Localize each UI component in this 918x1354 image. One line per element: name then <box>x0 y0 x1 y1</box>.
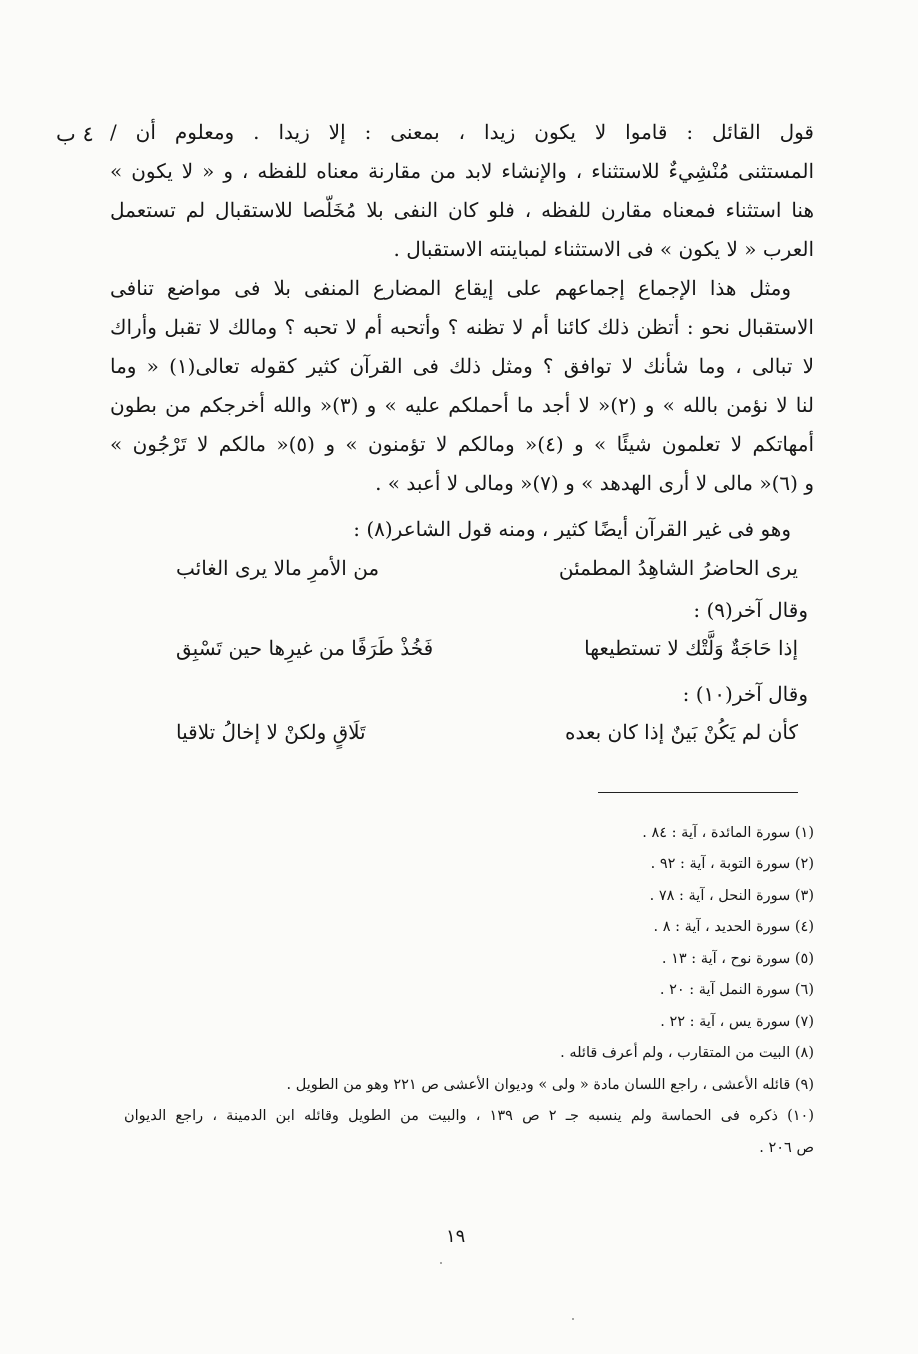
text-line: أمهاتكم لا تعلمون شيئًا » و (٤)« ومالكم لا تؤمنون » و (٥)« مالكم لا تَرْجُون » <box>110 432 814 456</box>
text-line: الاستقبال نحو : أتظن ذلك كائنا أم لا تظنه ؟ وأتحبه أم لا تحبه ؟ ومالك لا تقبل وأراك <box>110 315 814 339</box>
page-number: ١٩ <box>446 1226 466 1247</box>
scan-speck <box>572 1318 574 1320</box>
text-line: قول القائل : قاموا لا يكون زيدا ، بمعنى : إلا زيدا . ومعلوم أن / <box>110 120 814 144</box>
text-line: وهو فى غير القرآن أيضًا كثير ، ومنه قول الشاعر(٨) : <box>353 517 791 541</box>
verse-intro: وقال آخر(١٠) : <box>682 682 808 706</box>
verse-first-hemistich: يرى الحاضرُ الشاهِدُ المطمئن <box>558 556 798 580</box>
footnote: (٣) سورة النحل ، آية : ٧٨ . <box>649 888 814 904</box>
footnote: (١٠) ذكره فى الحماسة ولم ينسبه جـ ٢ ص ١٣٩ ، والبيت من الطويل وقائله ابن الدمينة ، راجع الديوان <box>124 1108 814 1124</box>
verse-second-hemistich: تَلَاقٍ ولكنْ لا إخالُ تلاقيا <box>176 720 366 744</box>
footnote: (٢) سورة التوبة ، آية : ٩٢ . <box>650 856 814 872</box>
footnote: (٩) قائله الأعشى ، راجع اللسان مادة « ولى » وديوان الأعشى ص ٢٢١ وهو من الطويل . <box>286 1077 814 1093</box>
footnote: (٦) سورة النمل آية : ٢٠ . <box>659 982 814 998</box>
footnote: (٤) سورة الحديد ، آية : ٨ . <box>653 919 814 935</box>
footnote: (١) سورة المائدة ، آية : ٨٤ . <box>642 825 814 841</box>
footnote-continuation: ص ٢٠٦ . <box>759 1140 814 1156</box>
scan-speck <box>440 1262 442 1264</box>
text-line: لنا لا نؤمن بالله » و (٢)« لا أجد ما أحملكم عليه » و (٣)« والله أخرجكم من بطون <box>110 393 815 417</box>
verse-first-hemistich: إذا حَاجَةٌ وَلَّتْك لا تستطيعها <box>584 636 798 660</box>
text-line: المستثنى مُنْشِيءٌ للاستثناء ، والإنشاء لابد من مقارنة معناه للفظه ، و « لا يكون » <box>110 159 814 183</box>
footnote-divider <box>598 792 798 793</box>
verse-first-hemistich: كأن لم يَكُنْ بَينٌ إذا كان بعده <box>564 720 798 744</box>
text-line: لا تبالى ، وما شأنك لا توافق ؟ ومثل ذلك فى القرآن كثير كقوله تعالى(١) « وما <box>110 354 815 378</box>
verse-intro: وقال آخر(٩) : <box>693 598 808 622</box>
margin-folio-note: ٤ ب <box>56 122 94 146</box>
text-line: العرب « لا يكون » فى الاستثناء لمباينته الاستقبال . <box>393 237 814 261</box>
footnote: (٥) سورة نوح ، آية : ١٣ . <box>661 951 814 967</box>
text-line: هنا استثناء فمعناه مقارن للفظه ، فلو كان النفى بلا مُخَلّصا للاستقبال لم تستعمل <box>110 198 815 222</box>
text-line: ومثل هذا الإجماع إجماعهم على إيقاع المضارع المنفى بلا فى مواضع تنافى <box>110 276 791 300</box>
verse-second-hemistich: فَخُذْ طَرَفًا من غيرِها حين تَسْبِق <box>176 636 434 660</box>
text-line: و (٦)« مالى لا أرى الهدهد » و (٧)« ومالى لا أعبد » . <box>375 471 814 495</box>
verse-second-hemistich: من الأمرِ مالا يرى الغائب <box>176 556 380 580</box>
footnote: (٧) سورة يس ، آية : ٢٢ . <box>660 1014 814 1030</box>
footnote: (٨) البيت من المتقارب ، ولم أعرف قائله . <box>560 1045 814 1061</box>
